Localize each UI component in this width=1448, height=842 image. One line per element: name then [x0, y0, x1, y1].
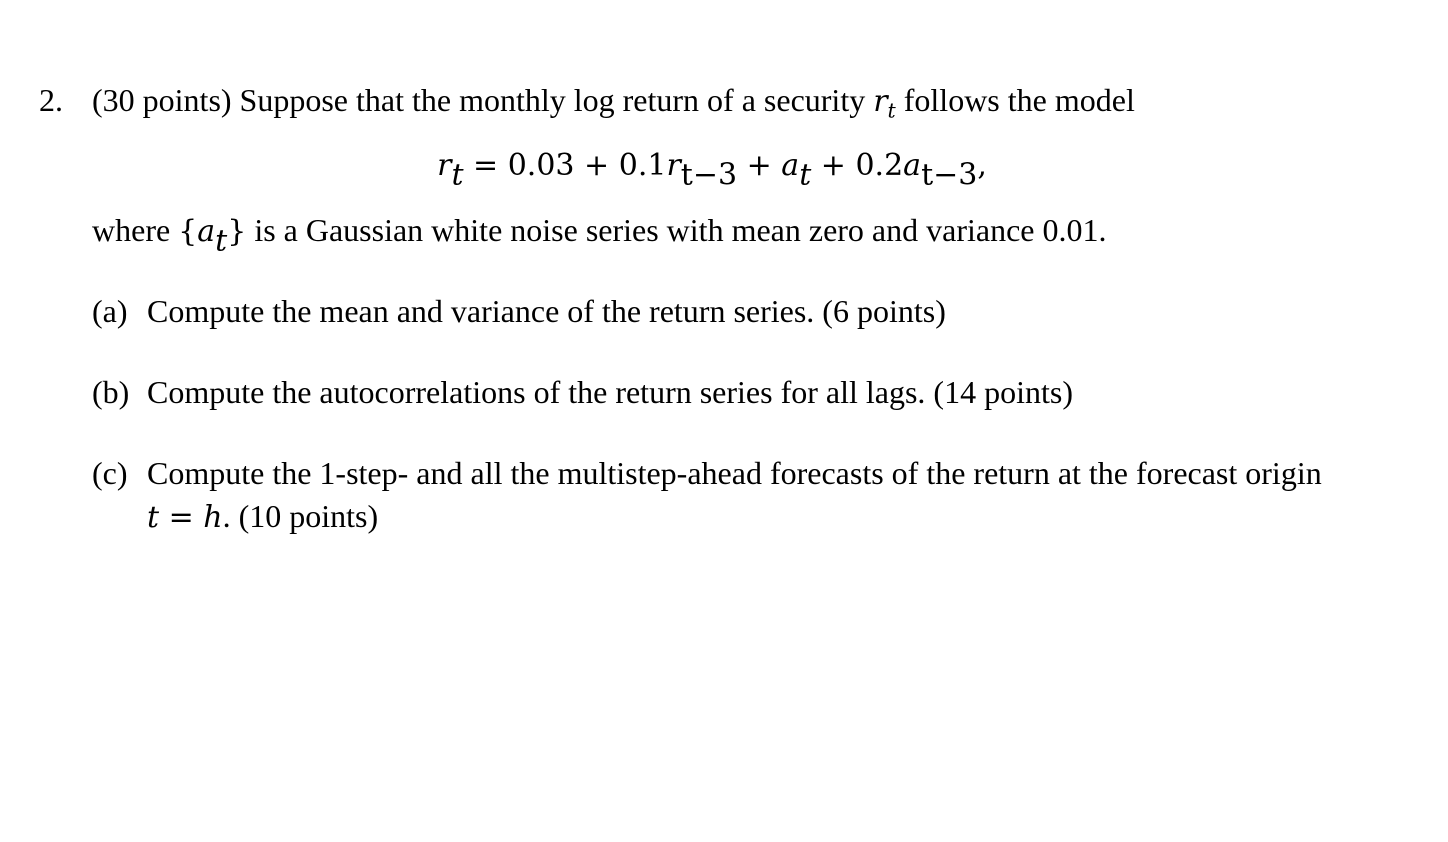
model-equation: $r_t = 0.03 + 0.1r_{t-3} + a_t + 0.2a_{t-3}$,: [437, 148, 987, 193]
part-text: Compute the mean and variance of the return series. (6 points): [147, 293, 946, 329]
problem-number: 2.: [39, 82, 63, 118]
stem-text-before: Suppose that the monthly log return of a security: [239, 82, 866, 118]
stem-text-after: follows the model: [903, 82, 1135, 118]
part-label: (b): [92, 374, 130, 410]
problem-stem: [92, 82, 1135, 123]
math-r-t: $r_t$: [873, 84, 896, 123]
part-label: (a): [92, 293, 128, 329]
part-text: Compute the 1-step- and all the multistep-ahead forecasts of the return at the forecast origin: [147, 455, 1322, 491]
part-label: (c): [92, 455, 128, 491]
points-label: (30 points): [92, 82, 232, 118]
part-text-continuation: t = h. (10 points): [147, 498, 379, 535]
part-text: Compute the autocorrelations of the return series for all lags. (14 points): [147, 374, 1073, 410]
where-clause: where $\{a_t\}$ is a Gaussian white noise series with mean zero and variance 0.01.: [92, 212, 1107, 259]
